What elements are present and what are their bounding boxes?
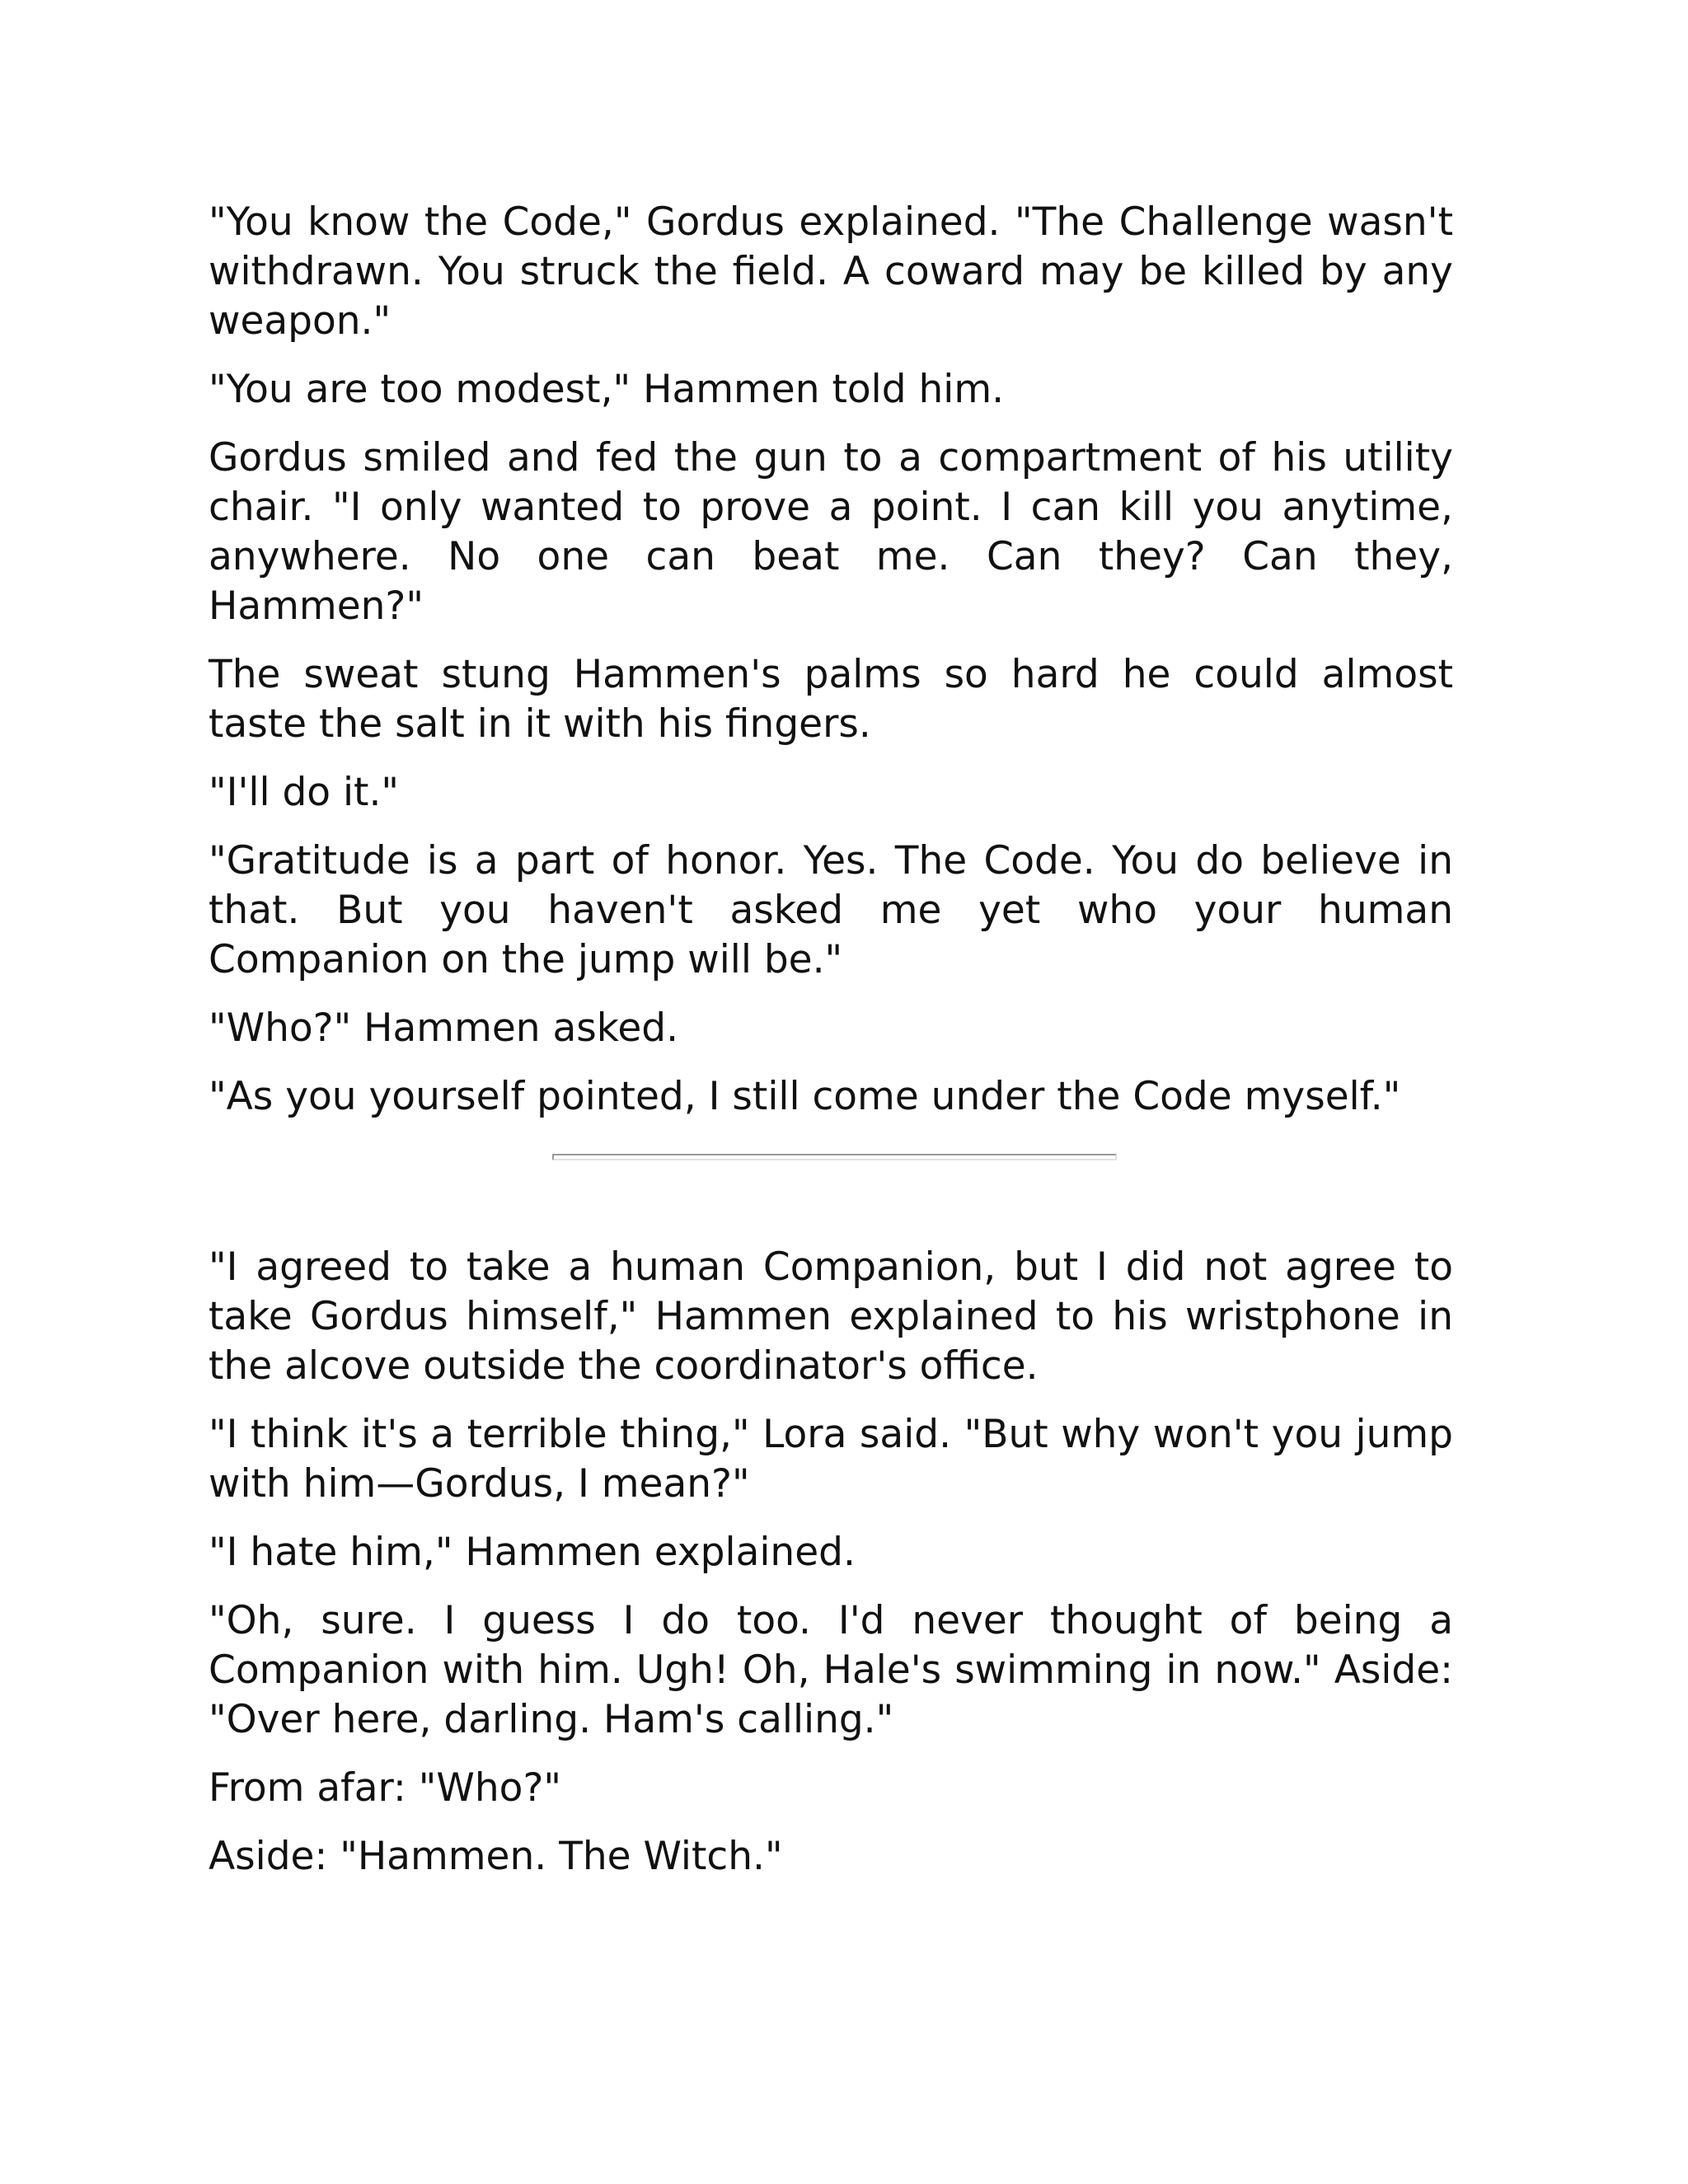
paragraph: "Who?" Hammen asked. [209,1005,679,1051]
paragraph: Gordus smiled and fed the gun to a compartment of his utility chair. "I only wanted to prove a point. I can kill you anytime, anywhere. No one can beat me. Can they? Can they, Hammen?" [209,435,1453,629]
section-2-text [209,1243,1453,1900]
paragraph: "You are too modest," Hammen told him. [209,367,1005,412]
paragraph: From afar: "Who?" [209,1765,562,1811]
paragraph: "I agreed to take a human Companion, but I did not agree to take Gordus himself," Hammen explained to his wristphone in the alcove outside the coordinator's office. [209,1244,1453,1389]
paragraph: Aside: "Hammen. The Witch." [209,1834,783,1879]
paragraph: "Oh, sure. I guess I do too. I'd never thought of being a Companion with him. Ugh! Oh, Hale's swimming in now." Aside: "Over here, darling. Ham's calling." [209,1598,1453,1742]
paragraph: "Gratitude is a part of honor. Yes. The Code. You do believe in that. But you haven't asked me yet who your human Companion on the jump will be." [209,838,1453,982]
paragraph: "I hate him," Hammen explained. [209,1530,856,1575]
paragraph: "As you yourself pointed, I still come under the Code myself." [209,1074,1401,1119]
paragraph: "I think it's a terrible thing," Lora said. "But why won't you jump with him—Gordus, I mean?" [209,1412,1453,1507]
section-1-text [209,198,1453,1141]
paragraph: The sweat stung Hammen's palms so hard he could almost taste the salt in it with his fingers. [209,652,1453,747]
paragraph: "You know the Code," Gordus explained. "The Challenge wasn't withdrawn. You struck the field. A coward may be killed by any weapon." [209,199,1453,344]
section-divider [552,1154,1117,1160]
paragraph: "I'll do it." [209,770,400,815]
